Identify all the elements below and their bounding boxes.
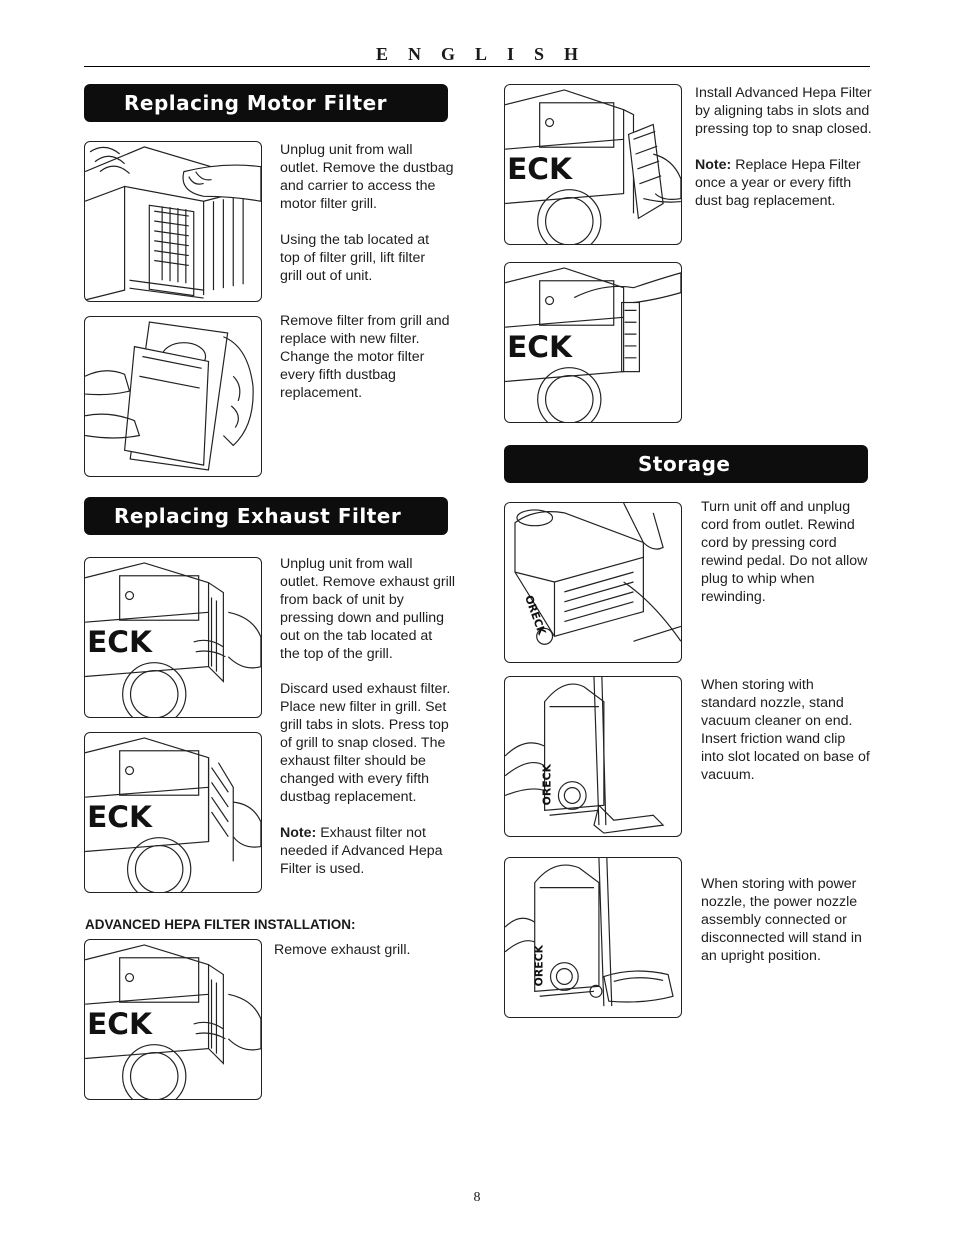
storage-step1: Turn unit off and unplug cord from outlet. Rewind cord by pressing cord rewind pedal. Do not allow plug to whip when rewinding. (701, 499, 868, 605)
hepa-step1: Remove exhaust grill. (274, 942, 411, 958)
hepa-heading: ADVANCED HEPA FILTER INSTALLATION: (85, 917, 356, 932)
storage-step2: When storing with standard nozzle, stand vacuum cleaner on end. Insert friction wand clip into slot located on base of vacuum. (701, 677, 870, 783)
language-header: ENGLISH (375, 44, 599, 64)
storage-heading: Storage (504, 445, 868, 483)
motor-filter-heading: Replacing Motor Filter (84, 84, 448, 122)
brand-label-1: ECK (87, 624, 152, 659)
motor-filter-step3: Remove filter from grill and replace with new filter. Change the motor filter every fifth dustbag replacement. (280, 313, 450, 401)
hepa-note-text: Replace Hepa Filter once a year or every fifth dust bag replacement. (695, 157, 861, 209)
exhaust-filter-note (280, 824, 460, 878)
exhaust-note-label: Note: (280, 825, 317, 841)
exhaust-filter-place-illustration (84, 732, 262, 893)
hepa-remove-drawing (85, 940, 261, 1099)
exhaust-filter-step1: Unplug unit from wall outlet. Remove exhaust grill from back of unit by pressing down and pulling out on the tab located at the top of the grill. (280, 556, 456, 662)
storage-step3: When storing with power nozzle, the power nozzle assembly connected or disconnected will stand in an upright position. (701, 876, 862, 964)
hepa-step2: Install Advanced Hepa Filter by aligning tabs in slots and pressing top to snap closed. (695, 85, 872, 137)
storage-power-nozzle-illustration (504, 857, 682, 1018)
motor-grill-drawing (85, 142, 261, 301)
exhaust-place-drawing (85, 733, 261, 892)
page-number: 8 (473, 1190, 481, 1205)
hepa-install-illustration (504, 84, 682, 245)
brand-label-4: ECK (507, 151, 572, 186)
hepa-note-label: Note: (695, 157, 732, 173)
exhaust-grill-remove-illustration (84, 557, 262, 718)
hepa-snap-drawing (505, 263, 681, 422)
brand-label-3: ECK (87, 1006, 152, 1041)
power-nozzle-drawing (505, 858, 681, 1017)
brand-label-7: ORECK (540, 763, 554, 806)
header-rule (84, 66, 870, 67)
motor-filter-step1: Unplug unit from wall outlet. Remove the dustbag and carrier to access the motor filter grill. (280, 142, 454, 212)
brand-label-2: ECK (87, 799, 152, 834)
motor-filter-replace-illustration (84, 316, 262, 477)
storage-cord-rewind-illustration (504, 502, 682, 663)
exhaust-filter-heading: Replacing Exhaust Filter (84, 497, 448, 535)
hepa-install-drawing (505, 85, 681, 244)
motor-filter-grill-illustration (84, 141, 262, 302)
hepa-note (695, 156, 875, 210)
exhaust-filter-step2: Discard used exhaust filter. Place new filter in grill. Set grill tabs in slots. Press top of grill to snap closed. The exhaust filter should be changed with every fifth dustbag replacement. (280, 681, 451, 805)
brand-label-5: ECK (507, 329, 572, 364)
brand-label-8: ORECK (532, 944, 546, 987)
filter-replace-drawing (85, 317, 261, 476)
hepa-snap-illustration (504, 262, 682, 423)
standard-nozzle-drawing (505, 677, 681, 836)
brand-label-6: ORECK (522, 593, 549, 637)
hepa-remove-grill-illustration (84, 939, 262, 1100)
exhaust-note-text: Exhaust filter not needed if Advanced Hepa Filter is used. (280, 825, 443, 877)
exhaust-remove-drawing (85, 558, 261, 717)
storage-standard-nozzle-illustration (504, 676, 682, 837)
motor-filter-step2: Using the tab located at top of filter grill, lift filter grill out of unit. (280, 232, 430, 284)
cord-rewind-drawing (505, 503, 681, 662)
